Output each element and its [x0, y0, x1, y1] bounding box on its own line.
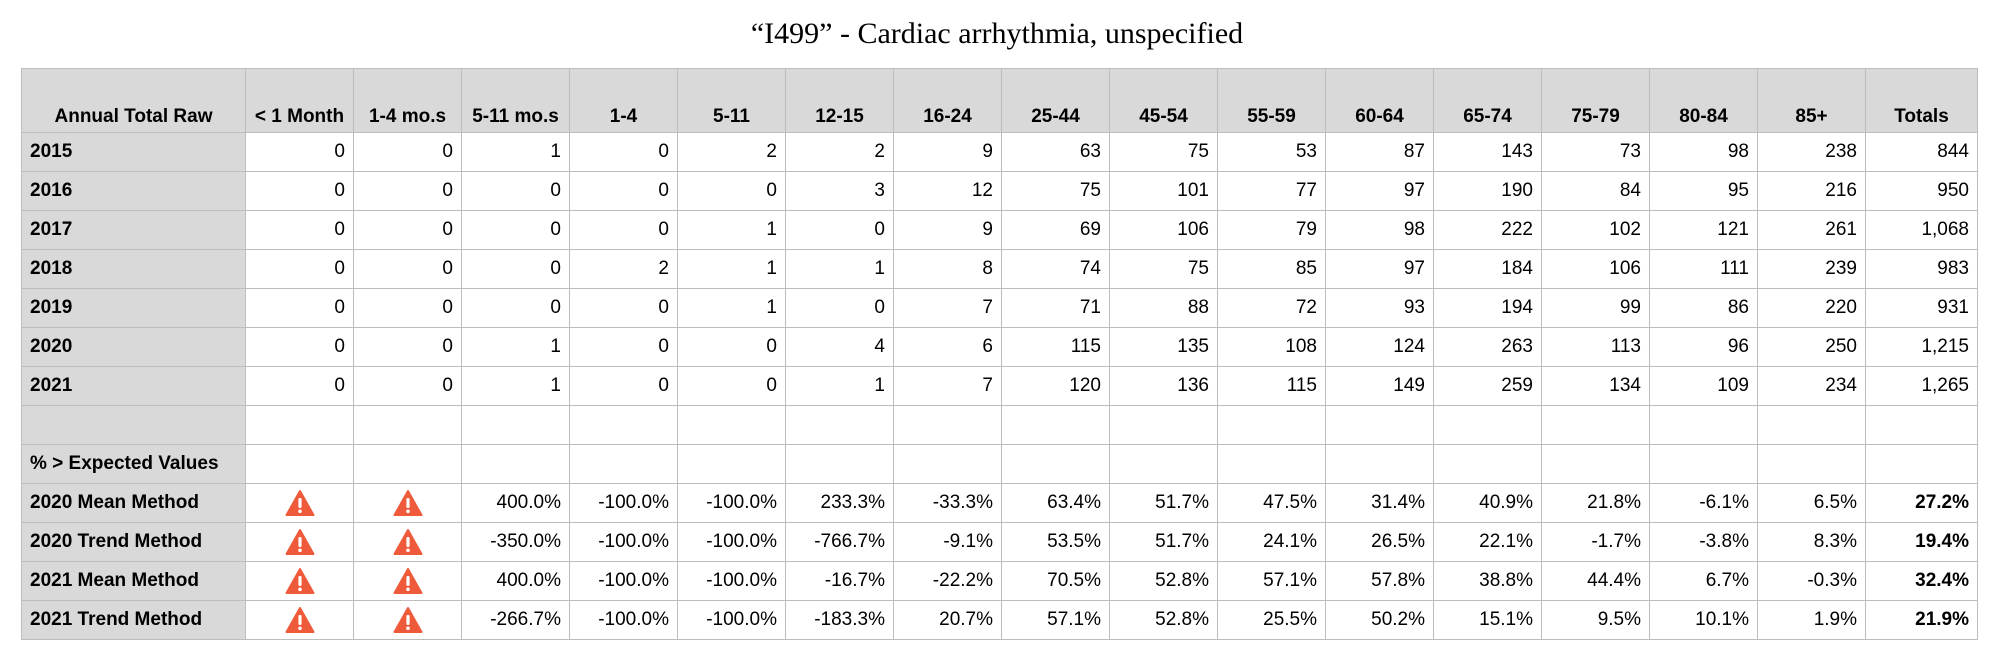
section-label: % > Expected Values [22, 445, 246, 484]
data-cell: -100.0% [678, 484, 786, 523]
data-cell: 74 [1002, 250, 1110, 289]
data-cell: 9.5% [1542, 601, 1650, 640]
data-cell: 57.1% [1002, 601, 1110, 640]
data-cell: 136 [1110, 367, 1218, 406]
data-cell: 87 [1326, 133, 1434, 172]
data-cell: 234 [1758, 367, 1866, 406]
column-header: 16-24 [894, 69, 1002, 133]
column-header: 25-44 [1002, 69, 1110, 133]
data-cell: -3.8% [1650, 523, 1758, 562]
empty-cell [354, 406, 462, 445]
data-cell: 6.7% [1650, 562, 1758, 601]
data-cell: 0 [570, 172, 678, 211]
empty-cell [1758, 445, 1866, 484]
data-cell: 113 [1542, 328, 1650, 367]
data-cell: -183.3% [786, 601, 894, 640]
empty-cell [1866, 406, 1978, 445]
data-cell: 53.5% [1002, 523, 1110, 562]
data-cell: 400.0% [462, 484, 570, 523]
warning-triangle-icon [393, 606, 423, 634]
data-cell: -22.2% [894, 562, 1002, 601]
table-row [22, 133, 1978, 172]
data-cell: 1 [678, 250, 786, 289]
data-cell: 0 [246, 211, 354, 250]
row-label: 2017 [22, 211, 246, 250]
data-cell: 121 [1650, 211, 1758, 250]
data-cell: 1,068 [1866, 211, 1978, 250]
data-cell: 79 [1218, 211, 1326, 250]
row-label [22, 406, 246, 445]
data-cell: 0 [246, 133, 354, 172]
data-cell: 73 [1542, 133, 1650, 172]
empty-cell [1326, 406, 1434, 445]
data-cell: 233.3% [786, 484, 894, 523]
empty-cell [678, 406, 786, 445]
warning-triangle-icon [393, 489, 423, 517]
column-header: < 1 Month [246, 69, 354, 133]
data-cell: 220 [1758, 289, 1866, 328]
data-cell: 0 [246, 328, 354, 367]
data-cell: 106 [1110, 211, 1218, 250]
data-cell: 22.1% [1434, 523, 1542, 562]
column-header: 5-11 [678, 69, 786, 133]
warning-cell [246, 601, 354, 640]
warning-cell [246, 523, 354, 562]
data-cell: 1.9% [1758, 601, 1866, 640]
data-cell: 1 [786, 367, 894, 406]
data-cell: 93 [1326, 289, 1434, 328]
data-cell: 134 [1542, 367, 1650, 406]
data-cell: 12 [894, 172, 1002, 211]
data-cell: 2 [786, 133, 894, 172]
table-row [22, 484, 1978, 523]
data-cell: 3 [786, 172, 894, 211]
table-row [22, 523, 1978, 562]
data-cell: 1,265 [1866, 367, 1978, 406]
section-row [22, 445, 1978, 484]
data-cell: 250 [1758, 328, 1866, 367]
data-cell: 184 [1434, 250, 1542, 289]
warning-cell [354, 523, 462, 562]
row-label: 2020 Mean Method [22, 484, 246, 523]
data-cell: 15.1% [1434, 601, 1542, 640]
warning-triangle-icon [393, 528, 423, 556]
row-label: 2021 Trend Method [22, 601, 246, 640]
data-cell: 216 [1758, 172, 1866, 211]
data-cell: 71 [1002, 289, 1110, 328]
warning-triangle-icon [285, 528, 315, 556]
empty-cell [570, 406, 678, 445]
data-cell: 57.8% [1326, 562, 1434, 601]
column-header: 75-79 [1542, 69, 1650, 133]
data-cell: 106 [1542, 250, 1650, 289]
data-cell: 0 [246, 172, 354, 211]
data-cell: 9 [894, 133, 1002, 172]
data-cell: 0 [246, 289, 354, 328]
column-header: 5-11 mo.s [462, 69, 570, 133]
data-cell: 51.7% [1110, 484, 1218, 523]
data-cell: 2 [678, 133, 786, 172]
data-cell: 261 [1758, 211, 1866, 250]
data-cell: 0 [570, 289, 678, 328]
table-row [22, 289, 1978, 328]
data-cell: 31.4% [1326, 484, 1434, 523]
data-cell: 190 [1434, 172, 1542, 211]
data-cell: 51.7% [1110, 523, 1218, 562]
data-cell: 0 [786, 289, 894, 328]
column-header: 85+ [1758, 69, 1866, 133]
row-label: 2020 [22, 328, 246, 367]
data-cell: 0 [354, 172, 462, 211]
empty-cell [354, 445, 462, 484]
column-header: 80-84 [1650, 69, 1758, 133]
data-cell: 0 [678, 172, 786, 211]
column-header: 1-4 [570, 69, 678, 133]
warning-cell [354, 601, 462, 640]
data-cell: 222 [1434, 211, 1542, 250]
data-cell: 115 [1218, 367, 1326, 406]
data-cell: 38.8% [1434, 562, 1542, 601]
data-cell: 115 [1002, 328, 1110, 367]
data-cell: 26.5% [1326, 523, 1434, 562]
data-cell: 0 [354, 133, 462, 172]
data-cell: 9 [894, 211, 1002, 250]
table-row [22, 250, 1978, 289]
data-cell: 1 [678, 211, 786, 250]
table-row [22, 562, 1978, 601]
corner-header: Annual Total Raw [22, 69, 246, 133]
empty-cell [1326, 445, 1434, 484]
data-cell: 4 [786, 328, 894, 367]
header-row [22, 69, 1978, 133]
data-cell: -350.0% [462, 523, 570, 562]
data-cell: 27.2% [1866, 484, 1978, 523]
data-cell: 0 [678, 367, 786, 406]
data-cell: 143 [1434, 133, 1542, 172]
data-cell: 0 [354, 250, 462, 289]
data-cell: 0 [354, 211, 462, 250]
empty-cell [1434, 406, 1542, 445]
data-cell: 108 [1218, 328, 1326, 367]
data-cell: 0 [570, 328, 678, 367]
column-header: 60-64 [1326, 69, 1434, 133]
table-row [22, 367, 1978, 406]
empty-cell [1218, 445, 1326, 484]
data-cell: -100.0% [678, 523, 786, 562]
empty-cell [1866, 445, 1978, 484]
page-title: “I499” - Cardiac arrhythmia, unspecified [750, 17, 1244, 50]
empty-cell [678, 445, 786, 484]
empty-cell [894, 445, 1002, 484]
data-cell: 101 [1110, 172, 1218, 211]
row-label: 2016 [22, 172, 246, 211]
data-cell: 97 [1326, 172, 1434, 211]
data-cell: -100.0% [570, 484, 678, 523]
column-header: Totals [1866, 69, 1978, 133]
data-cell: 6 [894, 328, 1002, 367]
data-cell: 135 [1110, 328, 1218, 367]
data-cell: 259 [1434, 367, 1542, 406]
row-label: 2021 [22, 367, 246, 406]
empty-cell [570, 445, 678, 484]
data-cell: 124 [1326, 328, 1434, 367]
empty-cell [894, 406, 1002, 445]
data-cell: 0 [462, 211, 570, 250]
warning-cell [246, 484, 354, 523]
empty-cell [1002, 445, 1110, 484]
table-row [22, 211, 1978, 250]
empty-cell [1110, 406, 1218, 445]
data-cell: -266.7% [462, 601, 570, 640]
data-cell: 47.5% [1218, 484, 1326, 523]
data-cell: 1,215 [1866, 328, 1978, 367]
data-cell: 95 [1650, 172, 1758, 211]
warning-cell [354, 484, 462, 523]
spacer-row [22, 406, 1978, 445]
empty-cell [1650, 445, 1758, 484]
warning-cell [354, 562, 462, 601]
data-cell: 32.4% [1866, 562, 1978, 601]
data-cell: 52.8% [1110, 562, 1218, 601]
warning-triangle-icon [285, 489, 315, 517]
data-cell: 84 [1542, 172, 1650, 211]
data-cell: -100.0% [570, 523, 678, 562]
data-cell: 102 [1542, 211, 1650, 250]
data-cell: 0 [462, 172, 570, 211]
data-cell: -33.3% [894, 484, 1002, 523]
data-cell: 0 [246, 250, 354, 289]
data-cell: 10.1% [1650, 601, 1758, 640]
data-cell: 6.5% [1758, 484, 1866, 523]
row-label: 2019 [22, 289, 246, 328]
data-cell: 52.8% [1110, 601, 1218, 640]
warning-cell [246, 562, 354, 601]
data-cell: 99 [1542, 289, 1650, 328]
empty-cell [1650, 406, 1758, 445]
data-cell: 0 [354, 328, 462, 367]
empty-cell [1542, 406, 1650, 445]
data-cell: 0 [354, 367, 462, 406]
empty-cell [1218, 406, 1326, 445]
data-cell: 25.5% [1218, 601, 1326, 640]
data-cell: 63.4% [1002, 484, 1110, 523]
empty-cell [1434, 445, 1542, 484]
data-cell: 1 [786, 250, 894, 289]
data-cell: 2 [570, 250, 678, 289]
data-cell: 0 [570, 211, 678, 250]
empty-cell [1758, 406, 1866, 445]
data-cell: 0 [462, 289, 570, 328]
data-cell: -6.1% [1650, 484, 1758, 523]
data-cell: 0 [246, 367, 354, 406]
data-cell: 98 [1326, 211, 1434, 250]
data-cell: 1 [462, 133, 570, 172]
data-cell: 0 [570, 133, 678, 172]
data-cell: 0 [678, 328, 786, 367]
empty-cell [1110, 445, 1218, 484]
column-header: 65-74 [1434, 69, 1542, 133]
column-header: 12-15 [786, 69, 894, 133]
empty-cell [1002, 406, 1110, 445]
data-cell: -100.0% [570, 601, 678, 640]
row-label: 2020 Trend Method [22, 523, 246, 562]
data-cell: 1 [462, 367, 570, 406]
warning-triangle-icon [393, 567, 423, 595]
row-label: 2021 Mean Method [22, 562, 246, 601]
data-cell: -100.0% [678, 562, 786, 601]
warning-triangle-icon [285, 606, 315, 634]
data-cell: 24.1% [1218, 523, 1326, 562]
data-cell: 844 [1866, 133, 1978, 172]
data-cell: 0 [462, 250, 570, 289]
data-cell: -16.7% [786, 562, 894, 601]
data-cell: 7 [894, 367, 1002, 406]
data-cell: 239 [1758, 250, 1866, 289]
data-cell: 86 [1650, 289, 1758, 328]
empty-cell [786, 406, 894, 445]
data-cell: 7 [894, 289, 1002, 328]
data-cell: 950 [1866, 172, 1978, 211]
data-cell: 70.5% [1002, 562, 1110, 601]
empty-cell [786, 445, 894, 484]
data-cell: 97 [1326, 250, 1434, 289]
empty-cell [462, 406, 570, 445]
warning-triangle-icon [285, 567, 315, 595]
data-cell: 50.2% [1326, 601, 1434, 640]
table-row [22, 601, 1978, 640]
data-cell: -1.7% [1542, 523, 1650, 562]
data-cell: 19.4% [1866, 523, 1978, 562]
data-cell: 0 [786, 211, 894, 250]
data-cell: 8.3% [1758, 523, 1866, 562]
data-cell: 69 [1002, 211, 1110, 250]
data-table [21, 68, 1978, 640]
empty-cell [1542, 445, 1650, 484]
data-cell: 194 [1434, 289, 1542, 328]
data-cell: 53 [1218, 133, 1326, 172]
row-label: 2015 [22, 133, 246, 172]
data-cell: 149 [1326, 367, 1434, 406]
data-cell: 111 [1650, 250, 1758, 289]
data-cell: 983 [1866, 250, 1978, 289]
data-cell: -766.7% [786, 523, 894, 562]
table-row [22, 172, 1978, 211]
data-cell: -9.1% [894, 523, 1002, 562]
data-cell: 120 [1002, 367, 1110, 406]
data-cell: -100.0% [678, 601, 786, 640]
data-cell: 931 [1866, 289, 1978, 328]
data-cell: 85 [1218, 250, 1326, 289]
data-cell: 88 [1110, 289, 1218, 328]
data-cell: 238 [1758, 133, 1866, 172]
data-cell: 57.1% [1218, 562, 1326, 601]
data-cell: 96 [1650, 328, 1758, 367]
data-cell: 1 [678, 289, 786, 328]
data-cell: 63 [1002, 133, 1110, 172]
empty-cell [246, 445, 354, 484]
data-cell: 21.8% [1542, 484, 1650, 523]
row-label: 2018 [22, 250, 246, 289]
data-cell: 20.7% [894, 601, 1002, 640]
data-cell: -100.0% [570, 562, 678, 601]
data-cell: 109 [1650, 367, 1758, 406]
data-cell: 44.4% [1542, 562, 1650, 601]
data-cell: 263 [1434, 328, 1542, 367]
column-header: 45-54 [1110, 69, 1218, 133]
data-cell: 8 [894, 250, 1002, 289]
data-cell: 75 [1110, 133, 1218, 172]
data-cell: 72 [1218, 289, 1326, 328]
data-cell: 21.9% [1866, 601, 1978, 640]
column-header: 1-4 mo.s [354, 69, 462, 133]
empty-cell [462, 445, 570, 484]
data-cell: 0 [354, 289, 462, 328]
data-cell: 40.9% [1434, 484, 1542, 523]
data-cell: 0 [570, 367, 678, 406]
table-row [22, 328, 1978, 367]
data-cell: 98 [1650, 133, 1758, 172]
data-cell: -0.3% [1758, 562, 1866, 601]
empty-cell [246, 406, 354, 445]
data-cell: 1 [462, 328, 570, 367]
data-cell: 77 [1218, 172, 1326, 211]
data-cell: 75 [1110, 250, 1218, 289]
data-cell: 75 [1002, 172, 1110, 211]
data-cell: 400.0% [462, 562, 570, 601]
column-header: 55-59 [1218, 69, 1326, 133]
